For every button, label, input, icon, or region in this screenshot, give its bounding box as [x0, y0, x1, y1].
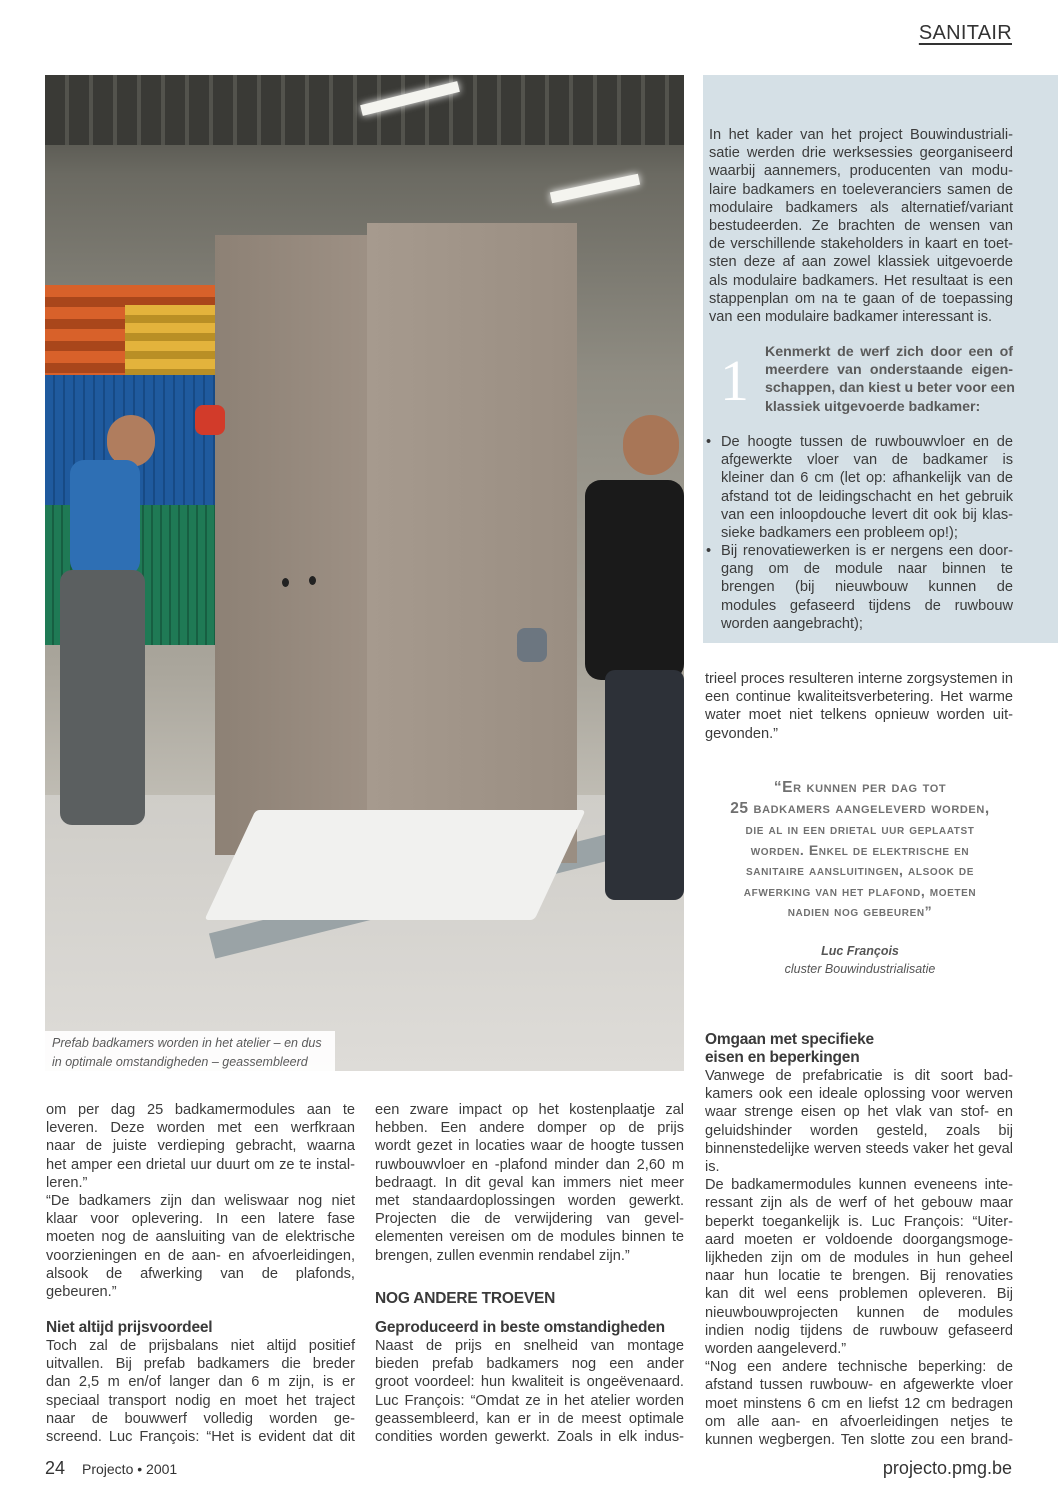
bullet-item-2 [706, 542, 1013, 633]
text-line: kamers ook een ideale oplossing voor werven [705, 1086, 1013, 1103]
text-line: naar de bouwwerf volledig worden ge- [46, 1410, 355, 1427]
text-line: waarbij aannemers, producenten van modu- [709, 163, 1013, 180]
section-label: SANITAIR [918, 22, 1012, 44]
bullet-icon: • [706, 434, 712, 450]
text-line: gevonden.” [705, 725, 779, 742]
section-heading [705, 1031, 874, 1067]
text-line: “Nog een andere technische beperking: de [705, 1359, 1013, 1376]
text-line: met standaardoplossingen worden gewerkt. [375, 1193, 684, 1210]
text-line: aard moeten er voldoende doorgangsmoge- [705, 1231, 1013, 1248]
text-line: het amper een drietal uur duurt om ze te instal- [46, 1156, 355, 1173]
text-line: modulaire badkamers als alternatief/variant [709, 199, 1013, 216]
heading-line: Omgaan met specifieke [705, 1031, 874, 1048]
step-heading [765, 343, 1013, 416]
text-line: worden aangebracht); [721, 615, 863, 632]
text-line: bieden prefab badkamers nog een ander [375, 1356, 684, 1373]
photo-wall-panel-left [215, 235, 375, 855]
text-line: bedraagt. In dit geval kan immers niet meer [375, 1174, 684, 1191]
photo-wall-panel-right [367, 223, 577, 863]
text-line: Bij renovatiewerken is er nergens een door- [721, 543, 1013, 559]
text-line: ruwbouwvloer en -plafond minder dan 2,60 m [375, 1156, 684, 1173]
magazine-issue: Projecto • 2001 [82, 1461, 178, 1477]
quote-author: Luc François [821, 944, 899, 958]
text-line: schappen, dan kiest u beter voor een [765, 380, 1015, 397]
text-line: een zware impact op het kostenplaatje zal [375, 1102, 684, 1118]
bullet-icon: • [706, 543, 712, 559]
text-line: Vanwege de prefabricatie is dit soort bad- [705, 1068, 1013, 1084]
text-line: is. [705, 1159, 720, 1176]
caption-line: Prefab badkamers worden in het atelier – en dus [52, 1036, 322, 1050]
photo-panel-hole [282, 578, 289, 587]
text-line: afstand tot de leidingschacht en het gebruik [721, 488, 1013, 505]
step-number: 1 [720, 348, 749, 413]
photo-worker-right-shirt [585, 480, 684, 680]
text-line: Kenmerkt de werf zich door een of [765, 344, 1013, 360]
text-line: water moet niet telkens opnieuw worden uit- [705, 707, 1013, 724]
text-line: groot voordeel: hun kwaliteit is ongeëvenaard. [375, 1374, 684, 1391]
quote-author-role: cluster Bouwindustrialisatie [784, 962, 936, 976]
text-line: klaar voor oplevering. In een latere fase [46, 1211, 355, 1228]
column-2-text [375, 1101, 684, 1265]
photo-caption [45, 1031, 335, 1071]
photo-worker-right-head [623, 415, 679, 475]
text-line: een continue kwaliteitsverbetering. Het warme [705, 689, 1013, 706]
text-line: bestudeerden. Ze brachten de wensen van [709, 218, 1013, 235]
photo-panel-hole [309, 576, 316, 585]
text-line: afstand tussen ruwbouw- en afgewerkte vloer [705, 1377, 1013, 1394]
text-line: Toch zal de prijsbalans niet altijd positief [46, 1338, 355, 1354]
text-line: “De badkamers zijn dan weliswaar nog niet [46, 1193, 355, 1210]
text-line: De hoogte tussen de ruwbouwvloer en de [721, 434, 1013, 450]
text-line: sten deze af aan zowel klassiek uitgevoerde [709, 254, 1013, 271]
text-line: voorzieningen en de aan- en afvoerleidingen, [46, 1247, 355, 1264]
caption-line: in optimale omstandigheden – geassembleerd [52, 1055, 308, 1069]
column-1-text-b [46, 1337, 355, 1446]
photo-shower-tray [204, 810, 585, 920]
text-line: hebben. Een andere domper op de prijs [375, 1120, 684, 1137]
text-line: ressant zijn als de werf of het gebouw maar [705, 1195, 1013, 1212]
text-line: Projecten die de verwijdering van gevel- [375, 1211, 684, 1228]
text-line: binnenstedelijke werven steeds vaker het geval [705, 1140, 1013, 1157]
text-line: leveren. Deze worden met een werfkraan [46, 1120, 355, 1137]
text-line: speciaal transport nodig en moet het traject [46, 1392, 355, 1409]
section-heading: Geproduceerd in beste omstandigheden [375, 1319, 665, 1336]
text-line: moet minstens 6 cm en liefst 12 cm bedragen [705, 1395, 1013, 1412]
text-line: gang om de module naar binnen te [721, 561, 1013, 578]
quote-line: nadien nog gebeuren” [787, 903, 933, 919]
text-line: beperkt toegankelijk is. Luc François: “Uiter- [705, 1213, 1013, 1230]
text-line: screend. Luc François: “Het is evident dat dit [46, 1429, 355, 1446]
text-line: kunnen wegbergen. Ten slotte zou een brand- [705, 1432, 1013, 1449]
text-line: om per dag 25 badkamermodules aan te [46, 1102, 355, 1118]
text-line: van een inloopdouche levert dit ook bij klas- [721, 506, 1013, 523]
text-line: Naast de prijs en snelheid van montage [375, 1338, 684, 1354]
text-line: de verschillende stakeholders in kaart en toet- [709, 236, 1013, 253]
text-line: satie werden drie werksessies georganiseerd [709, 145, 1013, 162]
text-line: De badkamermodules kunnen eveneens inte- [705, 1177, 1013, 1194]
text-line: gebeuren.” [46, 1284, 117, 1301]
text-line: In het kader van het project Bouwindustriali- [709, 127, 1013, 143]
text-line: laire badkamers en toeleveranciers samen de [709, 181, 1013, 198]
text-line: kan dit wel eens problemen opleveren. Bij [705, 1286, 1013, 1303]
text-line: stappenplan om na te gaan of de toepassing [709, 290, 1013, 307]
quote-line: “Er kunnen per dag tot [773, 779, 947, 796]
footer-url[interactable]: projecto.pmg.be [882, 1458, 1012, 1478]
quote-line: sanitaire aansluitingen, alsook de [746, 862, 974, 878]
photo-worker-left-shirt [70, 460, 140, 575]
text-line: geassembleerd, kan er in de meest optimale [375, 1410, 684, 1427]
quote-line: afwerking van het plafond, moeten [743, 882, 977, 899]
text-line: worden aangeleverd.” [705, 1341, 847, 1358]
text-line: dan 2,5 m en/of langer dan 6 m zijn, is er [46, 1374, 355, 1391]
bullet-item-1 [706, 433, 1013, 542]
pull-quote [705, 778, 1015, 922]
text-line: alsook de afwerking van de plafonds, [46, 1265, 355, 1282]
text-line: indien nodig tijdens de ruwbouw gefaseerd [705, 1322, 1013, 1339]
text-line: modules gefaseerd tijdens de ruwbouw [721, 597, 1013, 614]
page-number: 24 [45, 1458, 66, 1478]
text-line: trieel proces resulteren interne zorgsystemen in [705, 671, 1013, 687]
text-line: wordt gezet in locaties waar de hoogte tussen [375, 1138, 684, 1155]
quote-line: worden. Enkel de elektrische en [750, 841, 970, 858]
column-1-text [46, 1101, 355, 1301]
photo-worker-right-glove [517, 628, 547, 662]
column-2-text-b [375, 1337, 684, 1446]
photo-lamp [550, 174, 640, 203]
section-heading: Niet altijd prijsvoordeel [46, 1319, 213, 1336]
article-photo [45, 75, 684, 1071]
text-line: sieke badkamers een probleem op!); [721, 525, 958, 542]
column-3-text [705, 1067, 1013, 1449]
text-line: brengen, zullen evenmin rendabel zijn.” [375, 1247, 630, 1264]
text-line: om alle aan- en afvoerleidingen netjes te [705, 1413, 1013, 1430]
text-line: als modulaire badkamers. Het resultaat is een [709, 272, 1013, 289]
sidebox-intro [709, 126, 1013, 326]
text-line: Luc François: “Omdat ze in het atelier worden [375, 1392, 684, 1409]
text-line: moeten nog de aansluiting van de elektrische [46, 1229, 355, 1246]
text-line: uitvallen. Bij prefab badkamers die breder [46, 1356, 355, 1373]
text-line: meerdere van onderstaande eigen- [765, 362, 1013, 379]
photo-worker-right-trousers [605, 670, 684, 900]
text-line: afgewerkte vloer van de badkamer is [721, 452, 1013, 469]
quote-line: 25 badkamers aangeleverd worden, [730, 799, 990, 817]
text-line: nieuwbouwprojecten kunnen de modules [705, 1304, 1013, 1321]
text-line: klassiek uitgevoerde badkamer: [765, 398, 981, 415]
text-line: naar hun locatie te brengen. Bij renovaties [705, 1268, 1013, 1285]
text-line: lijkheden zijn om de modules in hun geheel [705, 1250, 1013, 1267]
text-line: elementen vereisen om de modules binnen te [375, 1229, 684, 1246]
quote-line: die al in een drietal uur geplaatst [745, 821, 975, 837]
photo-worker-left-glove [195, 405, 225, 435]
photo-worker-left-trousers [60, 570, 145, 825]
text-line: condities worden gewerkt. Zoals in elk indus- [375, 1429, 684, 1446]
text-line: waar strenge eisen op het vlak van stof- en [705, 1104, 1013, 1121]
right-continuation [705, 670, 1013, 743]
text-line: leren.” [46, 1174, 88, 1191]
heading-line: eisen en beperkingen [705, 1049, 860, 1066]
text-line: kleiner dan 6 cm (let op: afhankelijk van de [721, 470, 1013, 487]
text-line: naar de juiste verdieping gebracht, waarna [46, 1138, 355, 1155]
text-line: geluidshinder worden gesteld, zoals bij [705, 1122, 1013, 1139]
text-line: brengen (bij nieuwbouw kunnen de [721, 579, 1013, 596]
section-heading-caps: NOG ANDERE TROEVEN [375, 1290, 556, 1307]
text-line: van een modulaire badkamer interessant is. [709, 309, 993, 326]
